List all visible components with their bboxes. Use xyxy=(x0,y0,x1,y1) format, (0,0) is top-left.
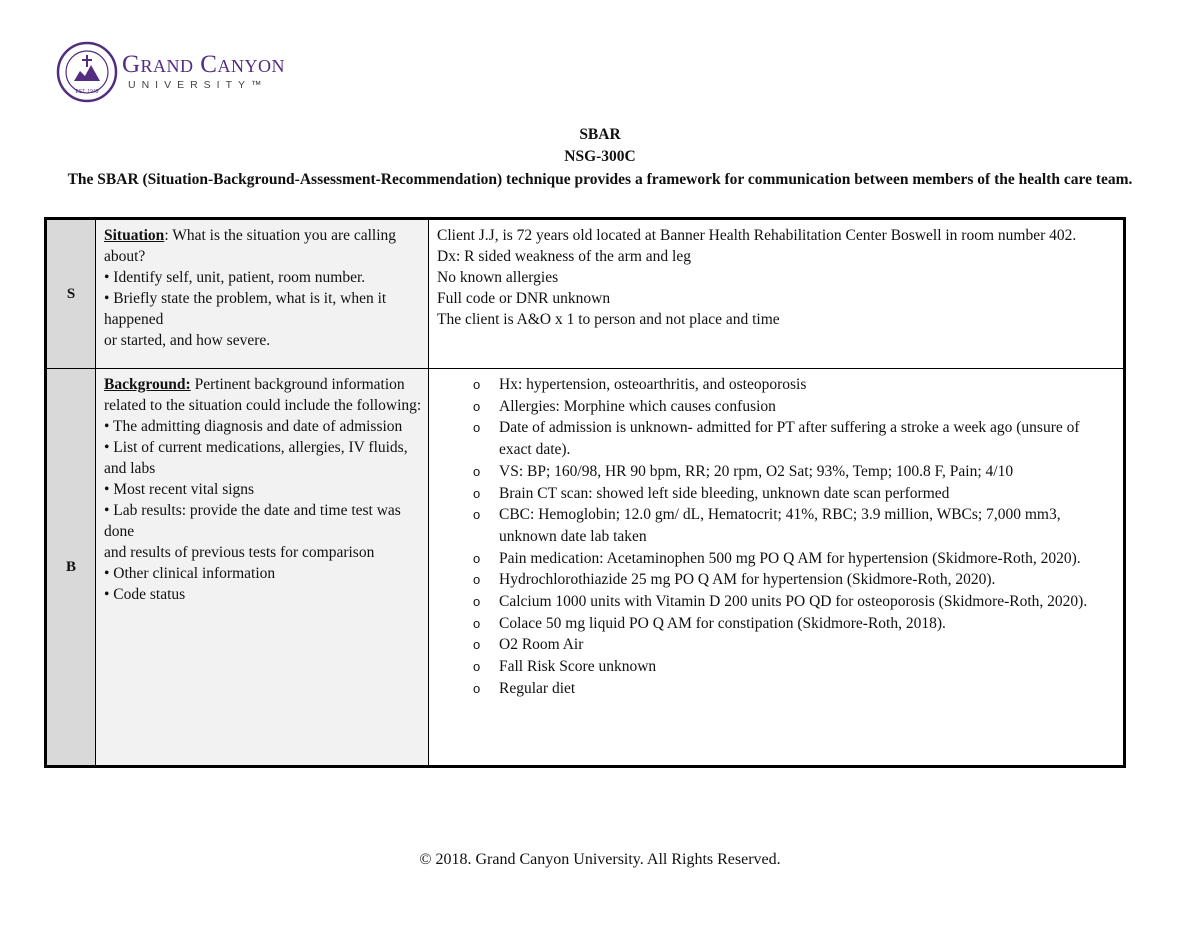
bullet-icon: o xyxy=(473,420,481,436)
bullet-icon: o xyxy=(473,485,481,501)
background-prompt-line: • List of current medications, allergies, IV fluids, and labs xyxy=(104,439,408,477)
background-list-item xyxy=(473,656,1115,678)
background-prompt-line: • Lab results: provide the date and time test was done xyxy=(104,502,401,540)
course-code: NSG-300C xyxy=(564,148,636,165)
bullet-icon: o xyxy=(473,377,481,392)
background-prompt-text xyxy=(104,376,421,414)
background-item-text: CBC: Hemoglobin; 12.0 gm/ dL, Hematocrit; 41%, RBC; 3.9 million, WBCs; 7,000 mm3, unknown date lab taken xyxy=(499,506,1061,545)
background-item-text: O2 Room Air xyxy=(499,636,584,654)
background-row xyxy=(46,369,1125,767)
bullet-icon: o xyxy=(473,572,481,588)
bullet-icon: o xyxy=(473,659,481,675)
background-details xyxy=(429,369,1125,767)
background-prompt-line: Pertinent background information related to the situation could include the following: xyxy=(104,376,422,414)
svg-text:EST. 1949: EST. 1949 xyxy=(75,89,99,95)
situation-letter: S xyxy=(46,219,96,369)
background-list-item xyxy=(473,483,1115,505)
logo-subtitle: UNIVERSITY™ xyxy=(128,79,268,91)
situation-detail-line: Dx: R sided weakness of the arm and leg xyxy=(437,248,691,265)
situation-heading: Situation xyxy=(104,227,165,244)
logo-wordmark xyxy=(122,52,285,92)
situation-row xyxy=(46,219,1125,369)
background-list-item xyxy=(473,591,1115,613)
background-list-item xyxy=(473,569,1115,591)
background-item-text: Hx: hypertension, osteoarthritis, and osteoporosis xyxy=(499,376,807,393)
background-item-text: Calcium 1000 units with Vitamin D 200 units PO QD for osteoporosis (Skidmore-Roth, 2020). xyxy=(499,593,1088,611)
background-item-text: Fall Risk Score unknown xyxy=(499,658,657,676)
situation-detail-line: No known allergies xyxy=(437,269,559,286)
bullet-icon: o xyxy=(473,398,481,414)
background-item-text: VS: BP; 160/98, HR 90 bpm, RR; 20 rpm, O2 Sat; 93%, Temp; 100.8 F, Pain; 4/10 xyxy=(499,462,1014,480)
copyright-footer: © 2018. Grand Canyon University. All Rights Reserved. xyxy=(419,851,781,868)
background-prompt-line: • Most recent vital signs xyxy=(104,481,255,498)
situation-prompt-line: : What is the situation you are calling about? xyxy=(104,227,397,265)
background-prompt-line: and results of previous tests for comparison xyxy=(104,544,375,561)
bullet-icon: o xyxy=(473,463,481,479)
university-seal-icon xyxy=(56,41,118,103)
document-title: SBAR xyxy=(579,126,621,143)
bullet-icon: o xyxy=(473,680,481,696)
background-prompt-line: • Code status xyxy=(104,586,186,603)
background-item-text: Pain medication: Acetaminophen 500 mg PO Q AM for hypertension (Skidmore-Roth, 2020). xyxy=(499,549,1081,567)
situation-details xyxy=(429,219,1125,369)
background-item-text: Date of admission is unknown- admitted for PT after suffering a stroke a week ago (unsure of exact date). xyxy=(499,419,1080,459)
background-item-text: Allergies: Morphine which causes confusion xyxy=(499,397,776,415)
background-item-text: Colace 50 mg liquid PO Q AM for constipation (Skidmore-Roth, 2018). xyxy=(499,614,946,632)
background-heading: Background: xyxy=(104,376,191,393)
background-item-text: Regular diet xyxy=(499,679,576,697)
situation-detail-line: The client is A&O x 1 to person and not place and time xyxy=(437,311,780,328)
situation-detail-line: Client J.J, is 72 years old located at Banner Health Rehabilitation Center Boswell in room number 402. xyxy=(437,227,1077,244)
background-item-text: Brain CT scan: showed left side bleeding, unknown date scan performed xyxy=(499,484,950,502)
background-list-item xyxy=(473,504,1115,547)
bullet-icon: o xyxy=(473,594,481,610)
bullet-icon: o xyxy=(473,550,481,566)
background-prompt xyxy=(96,369,429,767)
background-list-item xyxy=(473,634,1115,656)
logo-name: Grand Canyon xyxy=(122,51,285,78)
situation-prompt xyxy=(96,219,429,369)
background-detail-list xyxy=(437,374,1115,700)
background-list-item xyxy=(473,396,1115,418)
background-list-item xyxy=(473,678,1115,700)
sbar-table xyxy=(44,217,1126,768)
bullet-icon: o xyxy=(473,507,481,523)
background-item-text: Hydrochlorothiazide 25 mg PO Q AM for hypertension (Skidmore-Roth, 2020). xyxy=(499,571,996,589)
situation-detail-line: Full code or DNR unknown xyxy=(437,290,611,307)
background-list-item xyxy=(473,417,1115,460)
background-prompt-line: • Other clinical information xyxy=(104,565,276,582)
document-description: The SBAR (Situation-Background-Assessment-Recommendation) technique provides a framework for communication between members of the health care team. xyxy=(67,171,1133,188)
background-list-item xyxy=(473,374,1115,396)
university-logo xyxy=(56,40,316,104)
background-list-item xyxy=(473,461,1115,483)
background-prompt-line: • The admitting diagnosis and date of admission xyxy=(104,418,403,435)
background-letter: B xyxy=(46,369,96,767)
background-list-item xyxy=(473,613,1115,635)
situation-prompt-line: • Identify self, unit, patient, room number. xyxy=(104,269,366,286)
background-list-item xyxy=(473,548,1115,570)
situation-prompt-line: or started, and how severe. xyxy=(104,332,271,349)
situation-prompt-text xyxy=(104,227,396,265)
bullet-icon: o xyxy=(473,637,481,653)
situation-prompt-line: • Briefly state the problem, what is it, when it happened xyxy=(104,290,387,328)
bullet-icon: o xyxy=(473,615,481,631)
